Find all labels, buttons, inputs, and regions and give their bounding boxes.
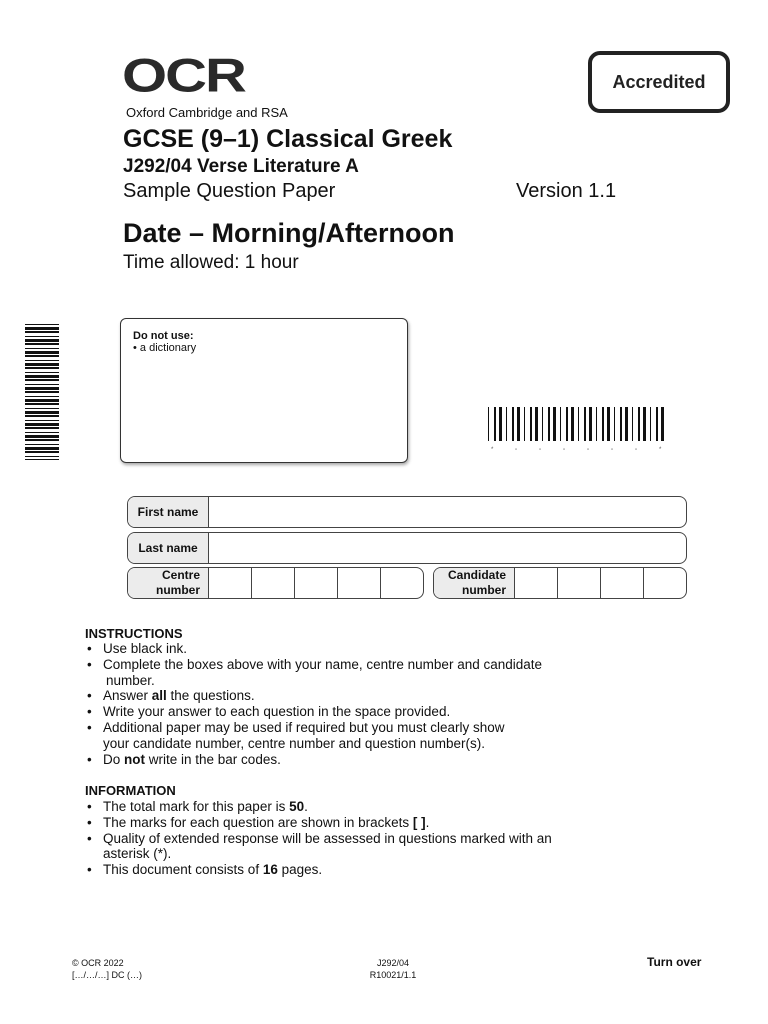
date-line: Date – Morning/Afternoon (123, 218, 455, 248)
ref-code: R10021/1.1 (369, 970, 417, 980)
notice-item: • a dictionary (133, 342, 197, 354)
list-item: • Complete the boxes above with your name, centre number and candidate number. (85, 657, 605, 689)
instructions-list (85, 641, 605, 767)
candidate-number-cell[interactable] (514, 568, 557, 598)
time-allowed: Time allowed: 1 hour (123, 252, 299, 273)
svg-text:▫: ▫ (563, 447, 566, 453)
list-item: • Answer all the questions. (85, 688, 605, 704)
paper-code-title: J292/04 Verse Literature A (123, 156, 359, 177)
candidate-number-label: Candidate number (434, 568, 514, 598)
last-name-field[interactable] (209, 533, 686, 563)
svg-text:▫: ▫ (635, 447, 638, 453)
footer-center (363, 957, 423, 981)
svg-text:▫: ▫ (515, 447, 518, 453)
turn-over: Turn over (647, 955, 702, 969)
svg-text:▫: ▫ (587, 447, 590, 453)
centre-number-cell[interactable] (208, 568, 251, 598)
list-item: • The total mark for this paper is 50. (85, 799, 605, 815)
logo-subtitle: Oxford Cambridge and RSA (126, 105, 288, 120)
accredited-badge: Accredited (588, 51, 730, 113)
paper-code: J292/04 (376, 958, 410, 968)
footer-left (72, 957, 142, 981)
instructions-heading: INSTRUCTIONS (85, 626, 183, 641)
svg-text:▫: ▫ (611, 447, 614, 453)
first-name-row (127, 496, 687, 528)
list-item: • Write your answer to each question in the space provided. (85, 704, 605, 720)
vertical-barcode (25, 324, 59, 460)
svg-text:*: * (659, 447, 662, 453)
notice-box (120, 318, 408, 463)
candidate-number-group (433, 567, 687, 599)
last-name-label: Last name (128, 533, 209, 563)
candidate-number-cell[interactable] (643, 568, 686, 598)
version-label: Version 1.1 (516, 180, 617, 202)
last-name-row (127, 532, 687, 564)
centre-number-label: Centre number (128, 568, 208, 598)
list-item: • Do not write in the bar codes. (85, 752, 605, 768)
list-item: • This document consists of 16 pages. (85, 862, 605, 878)
centre-number-cell[interactable] (380, 568, 423, 598)
information-heading: INFORMATION (85, 783, 176, 798)
centre-number-cell[interactable] (294, 568, 337, 598)
qualification-title: GCSE (9–1) Classical Greek (123, 125, 453, 153)
centre-number-cell[interactable] (337, 568, 380, 598)
svg-text:▫: ▫ (539, 447, 542, 453)
horizontal-barcode (488, 407, 666, 453)
list-item: • Quality of extended response will be assessed in questions marked with an asterisk (*). (85, 831, 605, 863)
list-item: • Additional paper may be used if required but you must clearly show your candidate number, centre number and question number(s). (85, 720, 605, 752)
ocr-logo: OCR (122, 48, 245, 103)
first-name-field[interactable] (209, 497, 686, 527)
svg-text:*: * (491, 447, 494, 453)
paper-type: Sample Question Paper (123, 180, 336, 202)
candidate-number-cell[interactable] (600, 568, 643, 598)
copyright: © OCR 2022 (72, 958, 124, 968)
job-ref: […/…/…] DC (…) (72, 970, 142, 980)
centre-number-cell[interactable] (251, 568, 294, 598)
notice-title: Do not use: (133, 330, 194, 342)
candidate-number-cell[interactable] (557, 568, 600, 598)
first-name-label: First name (128, 497, 209, 527)
information-list (85, 799, 605, 878)
list-item: • Use black ink. (85, 641, 605, 657)
list-item: • The marks for each question are shown in brackets [ ]. (85, 815, 605, 831)
centre-number-group (127, 567, 424, 599)
